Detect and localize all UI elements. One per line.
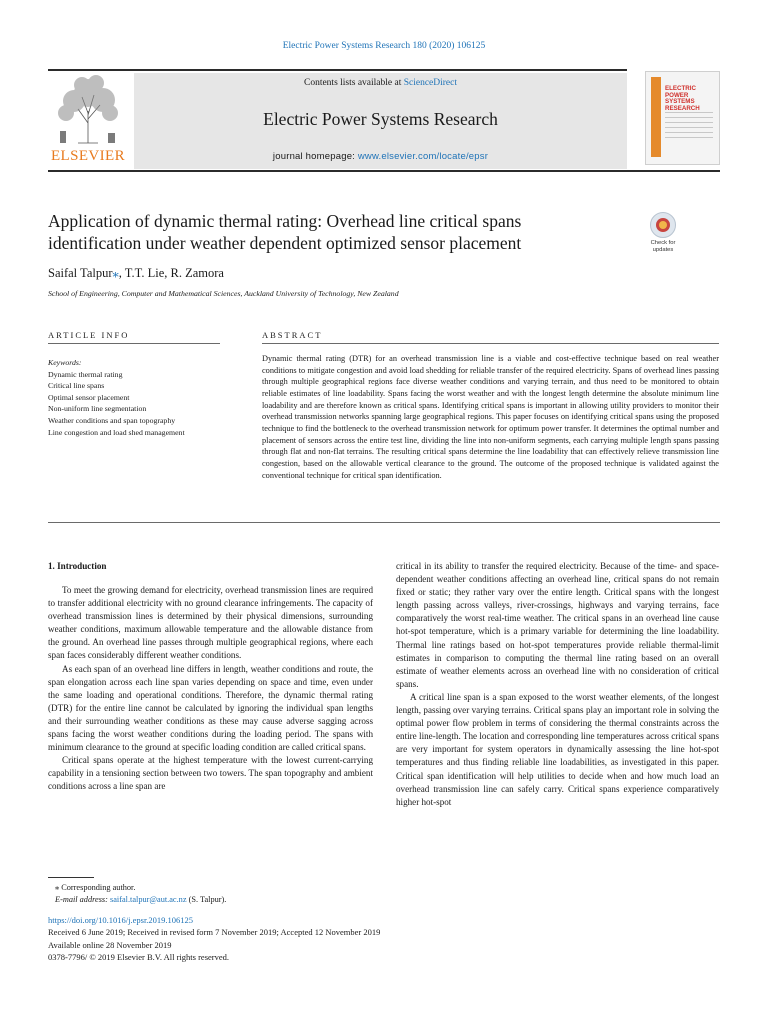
homepage-link[interactable]: www.elsevier.com/locate/epsr	[357, 151, 489, 162]
author-main[interactable]: Saifal Talpur	[48, 266, 113, 280]
crossmark-icon	[650, 212, 676, 238]
keyword-item: Weather conditions and span topography	[48, 415, 176, 425]
publisher-wordmark: ELSEVIER	[50, 148, 126, 164]
section-heading-introduction: 1. Introduction	[48, 561, 107, 571]
email-line	[48, 894, 226, 906]
affiliation: School of Engineering, Computer and Mathematical Sciences, Auckland University of Technology, New Zealand	[48, 289, 399, 298]
journal-name: Electric Power Systems Research	[263, 109, 498, 129]
article-info-heading: ARTICLE INFO	[48, 330, 130, 340]
intro-right-column	[396, 560, 719, 809]
cover-text-lines	[665, 112, 713, 142]
paragraph: A critical line span is a span exposed to the worst weather elements, of the longest length, passing over varying terrains. Critical spans play an important role in solving the optimal power flow problem in terms of considering the thermal constraints across the entire line-length. The location and corresponding line temperatures across critical spans are very important for system operators in dynamically assessing the line hot-spot temperatures and thus finding reliable line loadabilities, as investigated in this paper. Critical span identification will help utilities to decide when and how much load an overhead transmission line can safely carry. Critical spans experience comparatively higher hot-spot	[396, 691, 719, 807]
corresponding-author-note: ⁎ Corresponding author.	[55, 883, 136, 892]
email-label: E-mail address:	[55, 895, 110, 905]
intro-left-column	[48, 584, 373, 794]
contents-availability-line	[134, 78, 627, 88]
article-info-rule	[48, 343, 220, 344]
homepage-prefix: journal homepage:	[272, 151, 358, 162]
keywords-block	[48, 357, 228, 438]
sciencedirect-link[interactable]: ScienceDirect	[403, 78, 457, 88]
email-link[interactable]: saifal.talpur@aut.ac.nz	[110, 895, 187, 905]
keywords-label: Keywords:	[48, 358, 82, 367]
footnote	[48, 882, 226, 907]
paragraph: As each span of an overhead line differs in length, weather conditions and route, the span elongation across each line span varies depending on space and time, even under the same loading and operational conditions. Therefore, the dynamic thermal rating (DTR) for the entire line cannot be calculated by ignoring the individual span lengths and their surrounding weather conditions as these may cause adverse sagging across spans facing the worst weather conditions during the loading period. The spans with minimum clearance to the ground at specific loading condition are called critical spans.	[48, 663, 373, 753]
keyword-item: Optimal sensor placement	[48, 392, 130, 402]
footnote-rule	[48, 877, 94, 878]
journal-homepage-line	[134, 151, 627, 162]
header-bottom-rule	[48, 170, 720, 172]
publication-info	[48, 914, 380, 963]
abstract-text: Dynamic thermal rating (DTR) for an overhead transmission line is a viable and cost-effective technique based on real weather conditions to mitigate congestion and avoid load shedding for reliable transfer of the required electricity. Spans of overhead lines passing through multiple geographical regions face diverse weather conditions and varying terrain, and thus need to be monitored to obtain reliable estimates of line loadability. Spans facing the worst weather and with the longest length determine the absolute minimum line loadability and are therefore known as critical spans. Identifying critical spans is important in allowing utility providers to monitor their overhead transmission networks spanning large geographical regions. This paper focuses on identifying critical spans using the proposed technique to find the bottleneck to the overhead transmission network for optimum power transfer. It determines the optimal number and placement of sensors across the entire test line, dividing the line into non-uniform segments, each carrying multiple length spans passing through flat and non-flat terrains. The resulting critical spans determine the line loadability that can effectively relieve transmission line congestion, based on the allowable vertical clearance to the ground. The outcome of the proposed technique is validated against the conventional technique for critical span identification.	[262, 354, 719, 480]
paragraph: critical in its ability to transfer the required electricity. Because of the time- and space-dependent weather conditions affecting an overhead line, critical spans do not remain fixed or static; they rather vary over the entire length. Critical spans with the longest length passing across valleys, river-crossings, highways and varying terrains, face comparatively the worst real-time weather. The critical spans in an overhead line cause hot-spot temperature, which is a primary variable for determining the line loadability. Thermal line ratings based on hot-spot temperatures provide reliable thermal-limit estimates in comparison to computing the thermal line rating based on an overall estimate of weather elements across an overhead line with no consideration of critical spans.	[396, 561, 719, 689]
abstract-heading: ABSTRACT	[262, 330, 323, 340]
available-online: Available online 28 November 2019	[48, 939, 172, 950]
journal-reference-link[interactable]: Electric Power Systems Research 180 (2020) 106125	[282, 41, 486, 51]
abstract-rule-top	[262, 343, 719, 344]
check-for-updates-label: Check for updates	[650, 240, 676, 253]
copyright-line: 0378-7796/ © 2019 Elsevier B.V. All rights reserved.	[48, 951, 230, 962]
cover-color-strip	[651, 77, 661, 157]
received-dates: Received 6 June 2019; Received in revised form 7 November 2019; Accepted 12 November 2019	[48, 927, 381, 938]
author-list	[48, 265, 224, 281]
contents-prefix: Contents lists available at	[303, 78, 404, 88]
paragraph: Critical spans operate at the highest temperature with the lowest current-carrying capability in a tensioning section between two towers. The span topography and ambient conditions across a line span are	[48, 755, 373, 792]
journal-cover-thumbnail[interactable]	[645, 71, 720, 165]
keyword-item: Line congestion and load shed management	[48, 427, 185, 437]
cover-title: ELECTRIC POWER SYSTEMS RESEARCH	[665, 85, 700, 112]
doi-link[interactable]: https://doi.org/10.1016/j.epsr.2019.106125	[48, 915, 194, 925]
keyword-item: Critical line spans	[48, 381, 105, 391]
email-suffix: (S. Talpur).	[186, 895, 227, 905]
check-for-updates-badge[interactable]	[645, 212, 681, 256]
keyword-item: Dynamic thermal rating	[48, 369, 123, 379]
author-others: , T.T. Lie, R. Zamora	[118, 266, 224, 280]
article-title: Application of dynamic thermal rating: Overhead line critical spans identification under weather dependent optimized sensor placement	[48, 211, 522, 253]
corresponding-author-marker[interactable]: ⁎	[112, 266, 119, 280]
paragraph: To meet the growing demand for electricity, overhead transmission lines are required to transfer additional electricity with no ground clearance infringements. The capacity of overhead transmission lines is determined by their physical dimensions, surrounding weather conditions, maximum allowable temperature and the allowable distance from the ground. An overhead line passes through multiple geographical regions, where each span faces considerably different weather conditions.	[48, 585, 373, 661]
header-top-rule	[48, 69, 627, 71]
abstract-rule-bottom	[48, 522, 720, 523]
keyword-item: Non-uniform line segmentation	[48, 404, 147, 414]
